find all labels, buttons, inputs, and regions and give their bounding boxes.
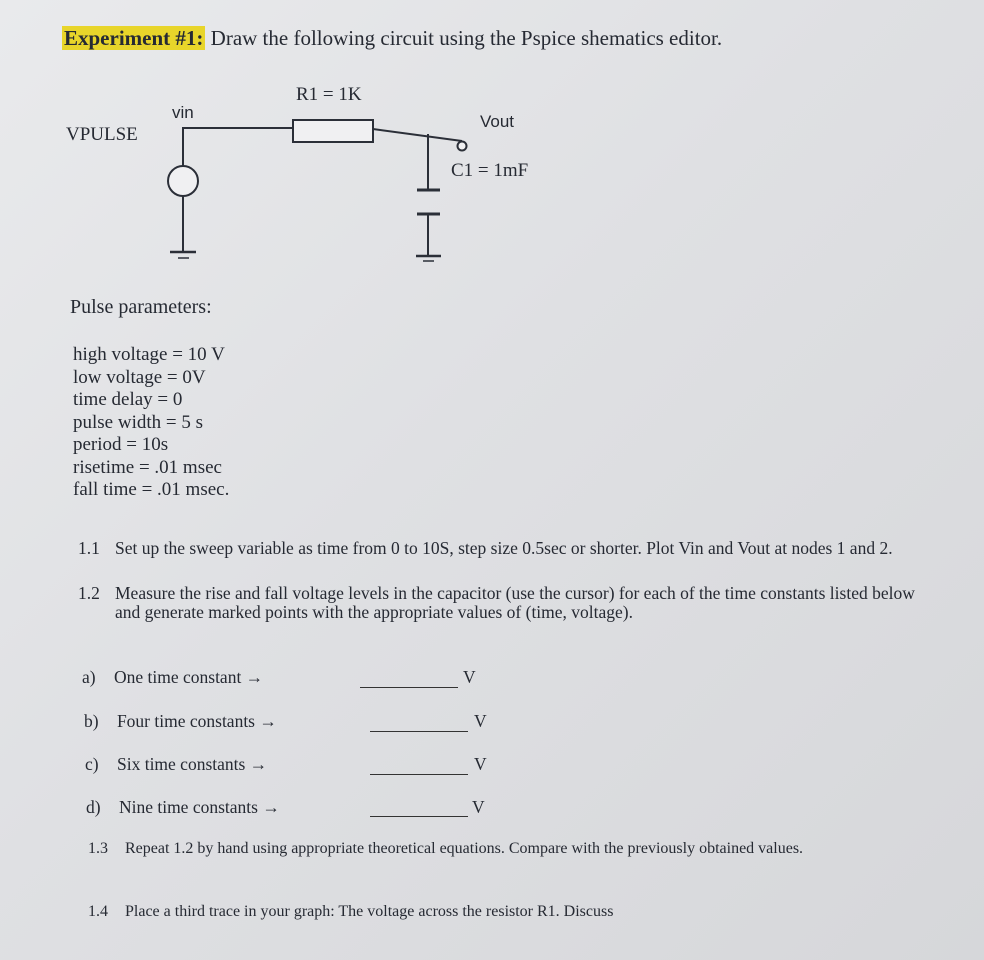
pulse-parameters-list xyxy=(73,344,229,502)
resistor-label: R1 = 1K xyxy=(296,84,362,105)
answer-blank-a[interactable] xyxy=(360,673,458,693)
step-text: Measure the rise and fall voltage levels in the capacitor (use the cursor) for each of the time constants listed below and generate marked points with the appropriate values of (time, voltage). xyxy=(115,583,915,622)
answer-blank-c[interactable] xyxy=(370,760,468,780)
step-number: 1.1 xyxy=(78,538,100,558)
param-period: period = 10s xyxy=(73,434,169,455)
step-number: 1.3 xyxy=(88,840,108,857)
vpulse-source xyxy=(168,166,198,196)
unit-c: V xyxy=(474,754,487,774)
vin-label: vin xyxy=(172,103,194,122)
param-risetime: risetime = .01 msec xyxy=(73,456,222,478)
question-label: Four time constants → xyxy=(116,711,277,731)
param-low-voltage: low voltage = 0V xyxy=(73,366,206,388)
unit-d: V xyxy=(472,797,485,817)
question-d xyxy=(86,797,280,818)
step-number: 1.2 xyxy=(78,583,100,603)
question-a xyxy=(82,667,263,688)
wire-vin xyxy=(183,128,293,178)
param-time-delay: time delay = 0 xyxy=(73,389,183,410)
rc-circuit-diagram xyxy=(0,0,984,300)
param-fall-time: fall time = .01 msec. xyxy=(73,479,230,500)
capacitor-label: C1 = 1mF xyxy=(451,160,529,181)
question-letter: d) xyxy=(86,797,101,817)
experiment-label: Experiment #1: xyxy=(64,26,204,50)
step-text: Set up the sweep variable as time from 0 to 10S, step size 0.5sec or shorter. Plot Vin and Vout at nodes 1 and 2. xyxy=(115,538,893,558)
answer-blank-d[interactable] xyxy=(370,802,468,822)
unit-a: V xyxy=(463,667,476,687)
question-label: One time constant → xyxy=(113,667,264,687)
answer-blank-b[interactable] xyxy=(370,717,468,737)
pulse-parameters-heading: Pulse parameters: xyxy=(70,296,212,318)
question-label: Nine time constants → xyxy=(118,797,280,817)
param-pulse-width: pulse width = 5 s xyxy=(73,411,203,433)
question-b xyxy=(84,711,277,732)
step-text: Repeat 1.2 by hand using appropriate theoretical equations. Compare with the previously obtained values. xyxy=(125,840,804,857)
vout-label: Vout xyxy=(480,112,515,131)
question-label: Six time constants → xyxy=(116,754,268,774)
step-1-2 xyxy=(78,584,928,624)
question-c xyxy=(85,754,267,775)
question-letter: b) xyxy=(84,711,99,731)
step-1-1 xyxy=(78,539,908,579)
step-text: Place a third trace in your graph: The voltage across the resistor R1. Discuss xyxy=(125,903,614,920)
vpulse-label: VPULSE xyxy=(66,124,138,145)
resistor-r1 xyxy=(293,120,373,142)
vout-terminal xyxy=(458,142,467,151)
wire-vout xyxy=(373,129,462,141)
param-high-voltage: high voltage = 10 V xyxy=(73,344,225,365)
step-1-4 xyxy=(88,902,908,924)
experiment-instruction: Draw the following circuit using the Pspice shematics editor. xyxy=(210,26,723,50)
question-letter: c) xyxy=(85,754,99,774)
unit-b: V xyxy=(474,711,487,731)
step-number: 1.4 xyxy=(88,903,108,920)
question-letter: a) xyxy=(82,667,96,687)
step-1-3 xyxy=(88,839,908,879)
